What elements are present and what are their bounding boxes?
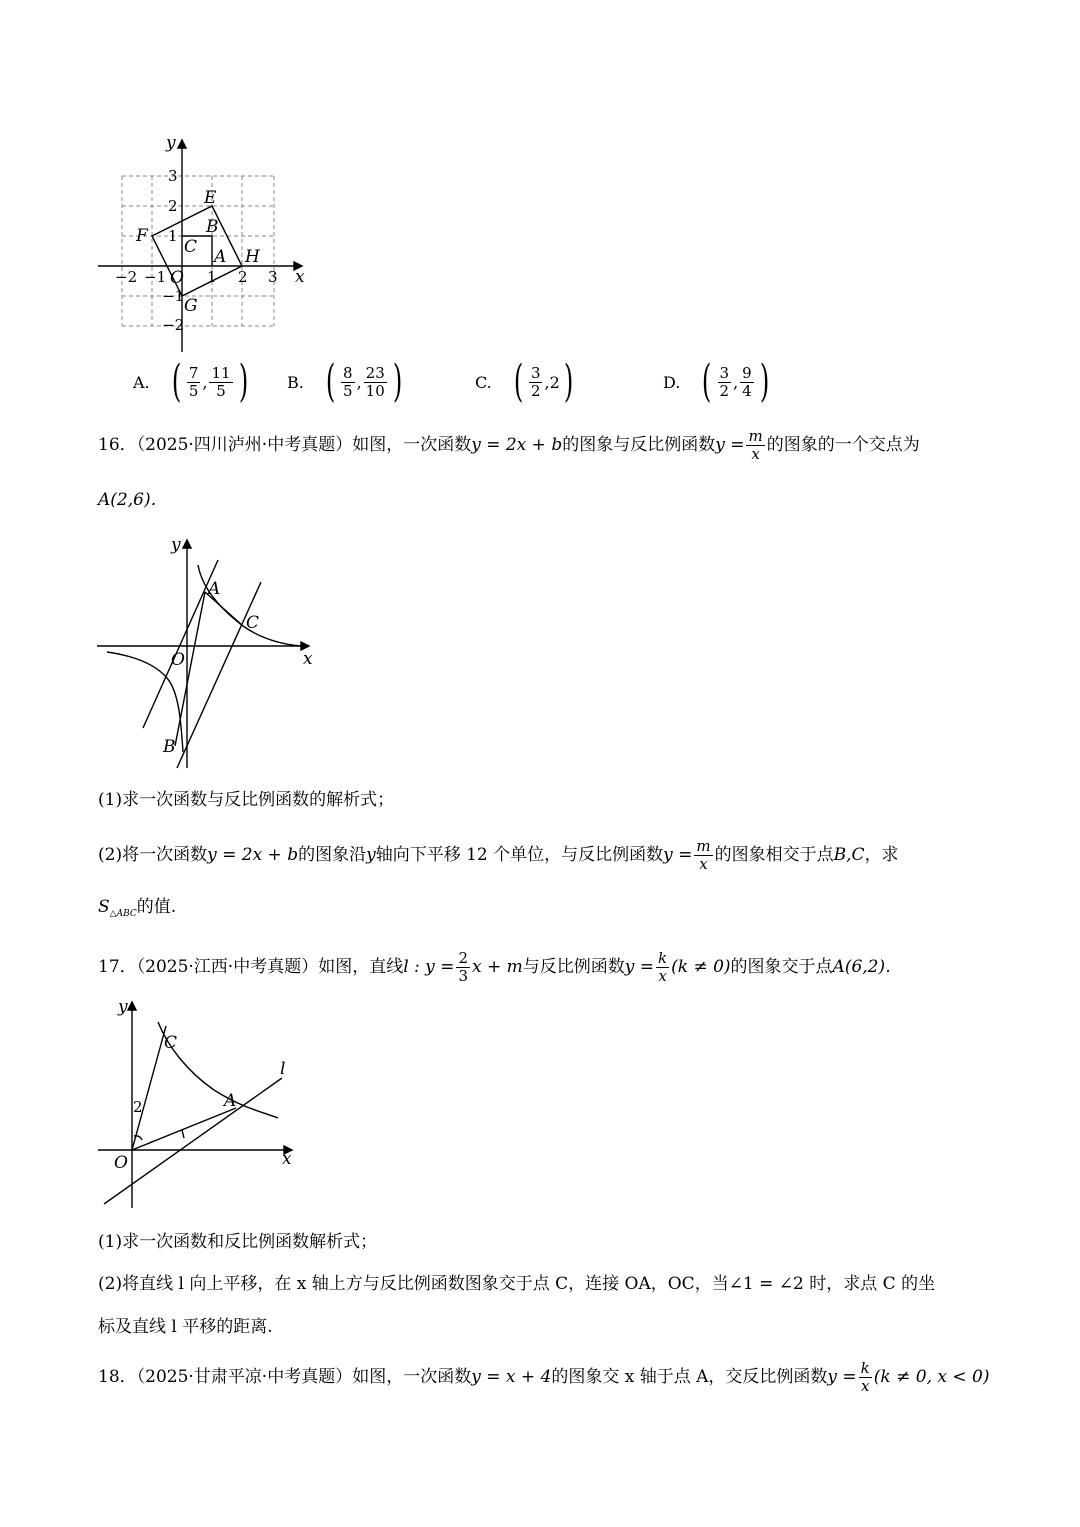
numerator: m — [748, 427, 763, 445]
line-label-l: l — [280, 1059, 286, 1079]
q16-part2-frac-lhs: y = — [663, 845, 693, 865]
numerator: k — [860, 1359, 870, 1377]
q18-k-cond: (k ≠ 0, x < 0) — [873, 1367, 990, 1387]
option-c[interactable]: C. ( $\frac{3}{2}$ , 2 ) — [475, 356, 574, 407]
point-label-b: B — [206, 217, 219, 237]
q16-func: y = 2x + b — [471, 435, 563, 455]
angle-label-2: 2 — [133, 1098, 143, 1116]
q18-stem — [98, 1360, 989, 1395]
y-axis-label: y — [166, 133, 176, 153]
point-label-a: A — [214, 247, 227, 267]
area-symbol: S — [98, 897, 110, 917]
line-shifted — [177, 582, 261, 768]
q18-mid: 的图象交 x 轴于点 A，交反比例函数 — [551, 1367, 828, 1387]
denominator: x — [860, 1377, 870, 1395]
x-axis-label: x — [303, 649, 313, 669]
tick-x: −2 — [115, 268, 138, 286]
numerator: m — [696, 837, 711, 855]
denominator: 2 — [530, 381, 541, 400]
x-axis-label: x — [295, 267, 305, 287]
tick-y: 2 — [168, 197, 178, 215]
numerator: 7 — [188, 363, 199, 382]
tick-y: −1 — [162, 287, 185, 305]
tick-mark — [182, 1130, 184, 1138]
q17-prefix: 17．（2025·江西·中考真题）如图，直线 — [98, 957, 404, 977]
q17-k-cond: (k ≠ 0) — [671, 957, 731, 977]
q17-stem — [98, 950, 902, 985]
q16-mid: 的图象与反比例函数 — [562, 435, 716, 455]
denominator: 5 — [188, 381, 199, 400]
q16-figure — [95, 532, 320, 772]
q18-prefix: 18．（2025·甘肃平凉·中考真题）如图，一次函数 — [98, 1367, 472, 1387]
q16-part1: (1)求一次函数与反比例函数的解析式； — [98, 790, 395, 810]
q16-part2-d: 的图象相交于点 — [714, 845, 834, 865]
q16-part2-b: 的图象沿 — [298, 845, 367, 865]
q17-line-tail: x + m — [471, 957, 523, 977]
q15-coordinate-figure — [90, 128, 320, 360]
origin-label: O — [114, 1153, 128, 1173]
option-label: A. — [133, 372, 150, 392]
denominator: x — [751, 445, 760, 463]
q17-part2-line1: (2)将直线 l 向上平移，在 x 轴上方与反比例函数图象交于点 C，连接 OA，OC，当∠1 = ∠2 时，求点 C 的坐 — [98, 1274, 936, 1294]
tick-x: 1 — [207, 268, 217, 286]
denominator: x — [699, 855, 708, 873]
q17-figure — [96, 992, 311, 1212]
q16-part2-func: y = 2x + b — [207, 845, 299, 865]
origin-label: O — [171, 650, 185, 670]
option-a[interactable]: A. ( $\frac{7}{5}$ , $\frac{11}{5}$ ) — [133, 356, 248, 407]
point-label-c: C — [184, 237, 198, 257]
numerator: 11 — [211, 363, 231, 382]
tick-x: 2 — [238, 268, 248, 286]
hyperbola-branch-1 — [198, 565, 300, 646]
q16-prefix: 16．（2025·四川泸州·中考真题）如图，一次函数 — [98, 435, 472, 455]
option-d[interactable]: D. ( $\frac{3}{2}$ , $\frac{9}{4}$ ) — [663, 356, 770, 407]
q17-point: A(6,2)． — [832, 957, 903, 977]
y-axis-arrow — [178, 140, 186, 148]
q17-k-lhs: y = — [624, 957, 655, 977]
q16-part2-c: 轴向下平移 12 个单位，与反比例函数 — [375, 845, 664, 865]
option-label: D. — [663, 372, 681, 392]
q17-part2-line2: 标及直线 l 平移的距离. — [98, 1317, 273, 1337]
denominator: 2 — [719, 381, 730, 400]
point-label-c: C — [164, 1033, 178, 1053]
tick-y: 1 — [168, 227, 178, 245]
q17-line-lhs: l : y = — [403, 957, 455, 977]
point-label-h: H — [245, 247, 260, 267]
numerator: 23 — [365, 363, 385, 382]
denominator: 3 — [458, 967, 468, 985]
tick-y: 3 — [168, 167, 178, 185]
q16-frac-lhs: y = — [715, 435, 745, 455]
segment-oc — [132, 1026, 166, 1150]
denominator: x — [658, 967, 667, 985]
denominator: 5 — [343, 381, 353, 400]
y-axis-label: y — [171, 535, 181, 555]
y-axis-arrow — [128, 1002, 136, 1010]
option-value: 2 — [549, 372, 560, 392]
q16-part2-e: ，求 — [864, 845, 899, 865]
x-axis-label: x — [282, 1149, 292, 1169]
denominator: 5 — [216, 381, 226, 400]
area-subscript: △ABC — [109, 909, 137, 919]
denominator: 4 — [742, 381, 752, 400]
q18-func: y = x + 4 — [471, 1367, 552, 1387]
numerator: 3 — [530, 363, 541, 382]
q16-part2-points: B,C — [833, 845, 865, 865]
tick-x: −1 — [144, 268, 167, 286]
q16-point — [98, 488, 168, 512]
q17-part1: (1)求一次函数和反比例函数解析式； — [98, 1232, 378, 1252]
option-label: C. — [475, 372, 492, 392]
q16-point-a: A(2,6)． — [98, 490, 168, 510]
point-label-e: E — [204, 188, 217, 208]
option-label: B. — [287, 372, 304, 392]
origin-label: O — [170, 268, 184, 288]
numerator: 2 — [458, 949, 468, 967]
y-axis-arrow — [183, 540, 191, 548]
q16-part2 — [98, 838, 899, 873]
option-b[interactable]: B. ( $\frac{8}{5}$ , $\frac{23}{10}$ ) — [287, 356, 403, 407]
numerator: 8 — [343, 363, 353, 382]
q17-mid: 与反比例函数 — [522, 957, 625, 977]
q17-suffix: 的图象交于点 — [730, 957, 833, 977]
denominator: 10 — [365, 381, 385, 400]
q16-stem — [98, 428, 920, 463]
point-label-c: C — [246, 613, 260, 633]
q16-area — [98, 895, 176, 926]
tick-y: −2 — [162, 316, 185, 334]
line-l — [104, 1078, 282, 1204]
area-tail: 的值. — [136, 897, 177, 917]
tick-x: 3 — [268, 268, 278, 286]
point-label-b: B — [163, 737, 176, 757]
y-axis-label: y — [118, 997, 128, 1017]
numerator: k — [658, 949, 668, 967]
q16-suffix: 的图象的一个交点为 — [766, 435, 920, 455]
point-label-a: A — [224, 1091, 237, 1111]
segment-oa — [132, 1108, 236, 1150]
point-label-g: G — [184, 296, 198, 316]
q16-part2-a: (2)将一次函数 — [98, 845, 208, 865]
q18-k-lhs: y = — [827, 1367, 857, 1387]
q16-part2-y: y — [366, 845, 376, 865]
point-label-f: F — [136, 226, 148, 246]
point-label-a: A — [208, 579, 221, 599]
numerator: 9 — [742, 363, 752, 382]
numerator: 3 — [719, 363, 730, 382]
